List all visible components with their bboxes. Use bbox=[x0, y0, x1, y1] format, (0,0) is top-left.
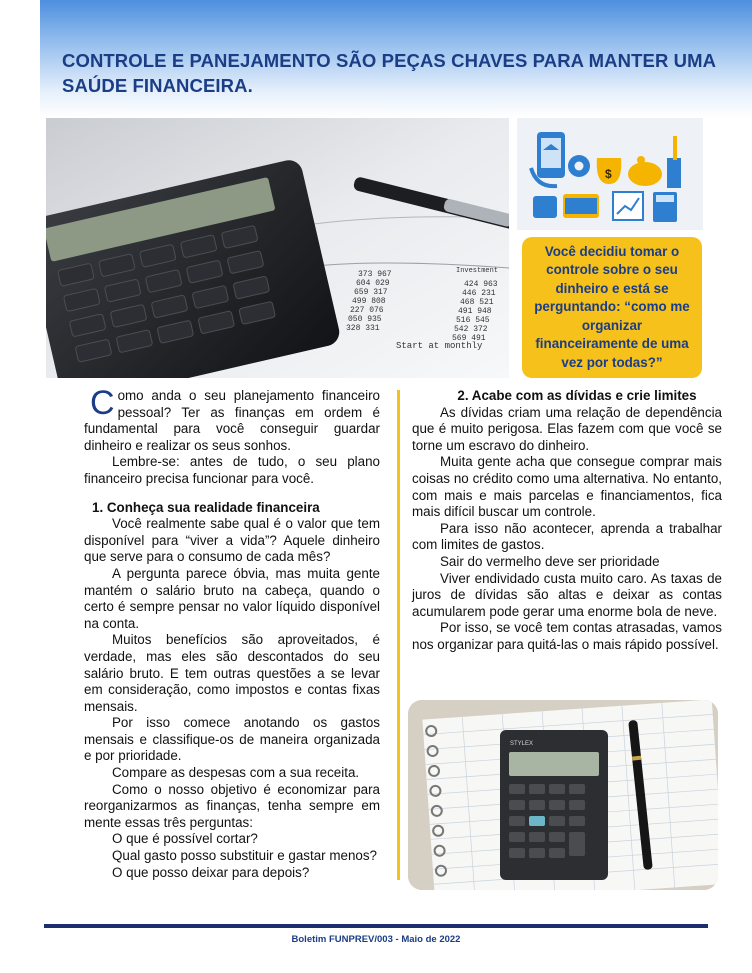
paragraph: Lembre-se: antes de tudo, o seu plano financeiro precisa funcionar para você. bbox=[84, 454, 380, 486]
report-label: Investment bbox=[456, 267, 499, 275]
gear-icon bbox=[568, 155, 590, 177]
svg-text:$: $ bbox=[605, 167, 612, 181]
footer-bar bbox=[44, 924, 708, 928]
report-label: Start at monthly bbox=[396, 341, 483, 351]
page-title: CONTROLE E PANEJAMENTO SÃO PEÇAS CHAVES PARA MANTER UMA SAÚDE FINANCEIRA. bbox=[62, 50, 716, 96]
callout-box: Você decidiu tomar o controle sobre o seu dinheiro e está se perguntando: “como me organizar financeiramente de uma vez por todas?” bbox=[522, 237, 702, 378]
report-figure: 424 963 bbox=[464, 280, 498, 289]
report-figure: 569 491 bbox=[452, 334, 486, 343]
report-figure: 659 317 bbox=[354, 288, 388, 297]
paragraph: As dívidas criam uma relação de dependência que é muito perigosa. Elas fazem com que você se torne um escravo do dinheiro. bbox=[412, 404, 722, 453]
report-figure: 468 521 bbox=[460, 298, 494, 307]
bank-phone-icon bbox=[531, 132, 565, 186]
coins-icon bbox=[667, 136, 681, 188]
question: O que posso deixar para depois? bbox=[112, 864, 310, 880]
calculator-brand: STYLEX bbox=[510, 741, 534, 747]
report-figure: 491 948 bbox=[458, 307, 492, 316]
report-figure: 516 545 bbox=[456, 316, 490, 325]
paragraph: Para isso não acontecer, aprenda a trabalhar com limites de gastos. bbox=[412, 520, 722, 553]
paragraph: Por isso comece anotando os gastos mensais e classifique-os de maneira organizada e por prioridade. bbox=[84, 715, 380, 764]
intro-paragraph bbox=[84, 384, 380, 454]
wallet-icon bbox=[563, 194, 599, 218]
question: Qual gasto posso substituir e gastar menos? bbox=[112, 848, 377, 864]
paragraph: Compare as despesas com a sua receita. bbox=[112, 765, 360, 781]
report-figure: 446 231 bbox=[462, 289, 496, 298]
report-figure: 227 076 bbox=[350, 306, 384, 315]
article-column-1 bbox=[84, 384, 380, 881]
report-figure: 604 029 bbox=[356, 279, 390, 288]
drop-cap: C bbox=[90, 384, 115, 422]
report-figure: 499 808 bbox=[352, 297, 386, 306]
piggy-bank-icon bbox=[628, 156, 662, 186]
report-figure: 373 967 bbox=[358, 270, 392, 279]
intro-text: omo anda o seu planejamento financeiro pessoal? Ter as finanças em ordem é fundamental para você conseguir guardar dinheiro e realizar os seus sonhos. bbox=[84, 388, 380, 453]
paragraph: Muitos benefícios são aproveitados, é verdade, mas eles são descontados do seu salário bruto. E tem outras questões a se levar em consideração, como impostos e contas fixas mensais. bbox=[84, 632, 380, 714]
section-heading: 1. Conheça sua realidade financeira bbox=[92, 499, 320, 515]
article-column-2 bbox=[412, 388, 722, 654]
report-figure: 542 372 bbox=[454, 325, 488, 334]
calculator-icon bbox=[653, 192, 677, 222]
column-divider bbox=[397, 390, 400, 880]
paragraph: A pergunta parece óbvia, mas muita gente mantém o salário bruto na cabeça, quando o certo é sempre pensar no valor líquido disponível na conta. bbox=[84, 565, 380, 631]
money-bag-icon bbox=[597, 158, 622, 184]
calculator-notebook-photo bbox=[408, 700, 718, 890]
chart-icon bbox=[613, 192, 643, 220]
paragraph: Viver endividado custa muito caro. As taxas de juros de dívidas são altas e deixar as contas acumularem pode gerar uma enorme bola de neve. bbox=[412, 570, 722, 619]
footer-text: Boletim FUNPREV/003 - Maio de 2022 bbox=[291, 934, 461, 945]
paragraph: Como o nosso objetivo é economizar para reorganizarmos as finanças, tenha sempre em mente essas três perguntas: bbox=[84, 781, 380, 830]
paragraph: Sair do vermelho deve ser prioridade bbox=[440, 553, 660, 569]
report-figure: 328 331 bbox=[346, 324, 380, 333]
report-figure: 050 935 bbox=[348, 315, 382, 324]
briefcase-icon bbox=[533, 196, 557, 218]
section-heading: 2. Acabe com as dívidas e crie limites bbox=[457, 388, 697, 403]
paragraph: Muita gente acha que consegue comprar mais coisas no crédito como uma alternativa. No entanto, com mais e mais parcelas e financiamentos, fica mais difícil buscar um controle. bbox=[412, 454, 722, 520]
paragraph: Você realmente sabe qual é o valor que tem disponível para “viver a vida”? Aquele dinheiro que serve para o consumo de cada mês? bbox=[84, 516, 380, 565]
paragraph: Por isso, se você tem contas atrasadas, vamos nos organizar para quitá-las o mais rápido possível. bbox=[412, 620, 722, 652]
calculator-report-photo bbox=[46, 118, 509, 378]
question: O que é possível cortar? bbox=[112, 831, 258, 847]
finance-icons-illustration bbox=[517, 118, 703, 230]
